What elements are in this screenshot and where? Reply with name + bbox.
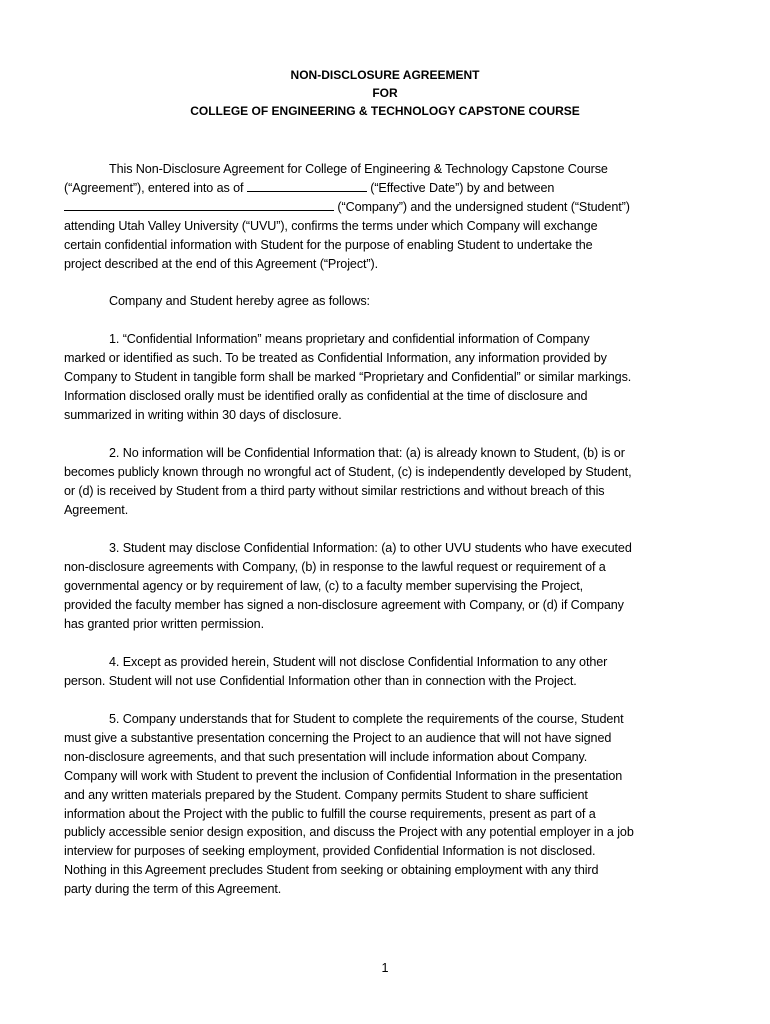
section-2-line: becomes publicly known through no wrongful act of Student, (c) is independently developed by Student, [64, 464, 632, 479]
section-1 [64, 330, 708, 425]
section-2-line: Agreement. [64, 502, 129, 517]
document-title [0, 66, 770, 120]
section-1-line: 1. “Confidential Information” means proprietary and confidential information of Company [109, 332, 590, 346]
section-5-line: publicly accessible senior design exposition, and discuss the Project with any potential employer in a job [64, 825, 634, 840]
section-5-line: Company will work with Student to prevent the inclusion of Confidential Information in the presentation [64, 768, 623, 783]
section-5 [64, 710, 708, 899]
page-number: 1 [381, 961, 389, 975]
title-line-2: FOR [372, 86, 398, 100]
section-5-line: party during the term of this Agreement. [64, 882, 282, 897]
section-3-line: non-disclosure agreements with Company, (b) in response to the lawful request or requirement of a [64, 559, 606, 574]
section-1-line: Company to Student in tangible form shall be marked “Proprietary and Confidential” or similar markings. [64, 369, 632, 384]
section-5-line: Nothing in this Agreement precludes Student from seeking or obtaining employment with any third [64, 863, 599, 878]
title-line-3: COLLEGE OF ENGINEERING & TECHNOLOGY CAPSTONE COURSE [190, 104, 580, 118]
section-3-line: has granted prior written permission. [64, 616, 264, 631]
section-5-line: and any written materials prepared by the Student. Company permits Student to share sufficient [64, 787, 588, 802]
section-3 [64, 539, 708, 634]
intro-line-5: certain confidential information with Student for the purpose of enabling Student to undertake the [64, 237, 593, 252]
section-1-line: marked or identified as such. To be treated as Confidential Information, any information provided by [64, 350, 607, 365]
title-line-1: NON-DISCLOSURE AGREEMENT [290, 68, 480, 82]
agree-line: Company and Student hereby agree as follows: [109, 294, 370, 308]
section-2 [64, 444, 708, 520]
intro-line-2 [64, 179, 708, 198]
intro-line-2a: (“Agreement”), entered into as of [64, 180, 244, 195]
section-2-line: 2. No information will be Confidential Information that: (a) is already known to Student, (b) is or [109, 446, 625, 460]
section-5-line: 5. Company understands that for Student to complete the requirements of the course, Student [109, 712, 624, 726]
company-name-blank[interactable] [64, 198, 334, 211]
section-2-line: or (d) is received by Student from a third party without similar restrictions and without breach of this [64, 483, 605, 498]
intro-line-2b: (“Effective Date”) by and between [370, 180, 555, 195]
intro-line-4: attending Utah Valley University (“UVU”), confirms the terms under which Company will exchange [64, 218, 598, 233]
intro-line-6: project described at the end of this Agreement (“Project”). [64, 256, 378, 271]
section-1-line: summarized in writing within 30 days of disclosure. [64, 407, 342, 422]
section-3-line: 3. Student may disclose Confidential Information: (a) to other UVU students who have executed [109, 541, 632, 555]
section-5-line: non-disclosure agreements, and that such presentation will include information about Company. [64, 749, 588, 764]
effective-date-blank[interactable] [247, 179, 367, 192]
section-4-line: 4. Except as provided herein, Student will not disclose Confidential Information to any other [109, 655, 608, 669]
section-3-line: provided the faculty member has signed a non-disclosure agreement with Company, or (d) if Company [64, 597, 624, 612]
intro-paragraph [64, 160, 708, 273]
section-1-line: Information disclosed orally must be identified orally as confidential at the time of disclosure and [64, 388, 588, 403]
intro-line-3 [64, 198, 708, 217]
section-5-line: interview for purposes of seeking employment, provided Confidential Information is not disclosed. [64, 844, 596, 859]
section-5-line: information about the Project with the public to fulfill the course requirements, present as part of a [64, 806, 596, 821]
section-4-line: person. Student will not use Confidential Information other than in connection with the Project. [64, 673, 577, 688]
section-3-line: governmental agency or by requirement of law, (c) to a faculty member supervising the Project, [64, 578, 584, 593]
section-4 [64, 653, 708, 691]
section-5-line: must give a substantive presentation concerning the Project to an audience that will not have signed [64, 730, 612, 745]
agree-paragraph [64, 292, 708, 311]
intro-line-3b: (“Company”) and the undersigned student (“Student”) [337, 199, 630, 214]
intro-line-1: This Non-Disclosure Agreement for College of Engineering & Technology Capstone Course [109, 162, 608, 176]
